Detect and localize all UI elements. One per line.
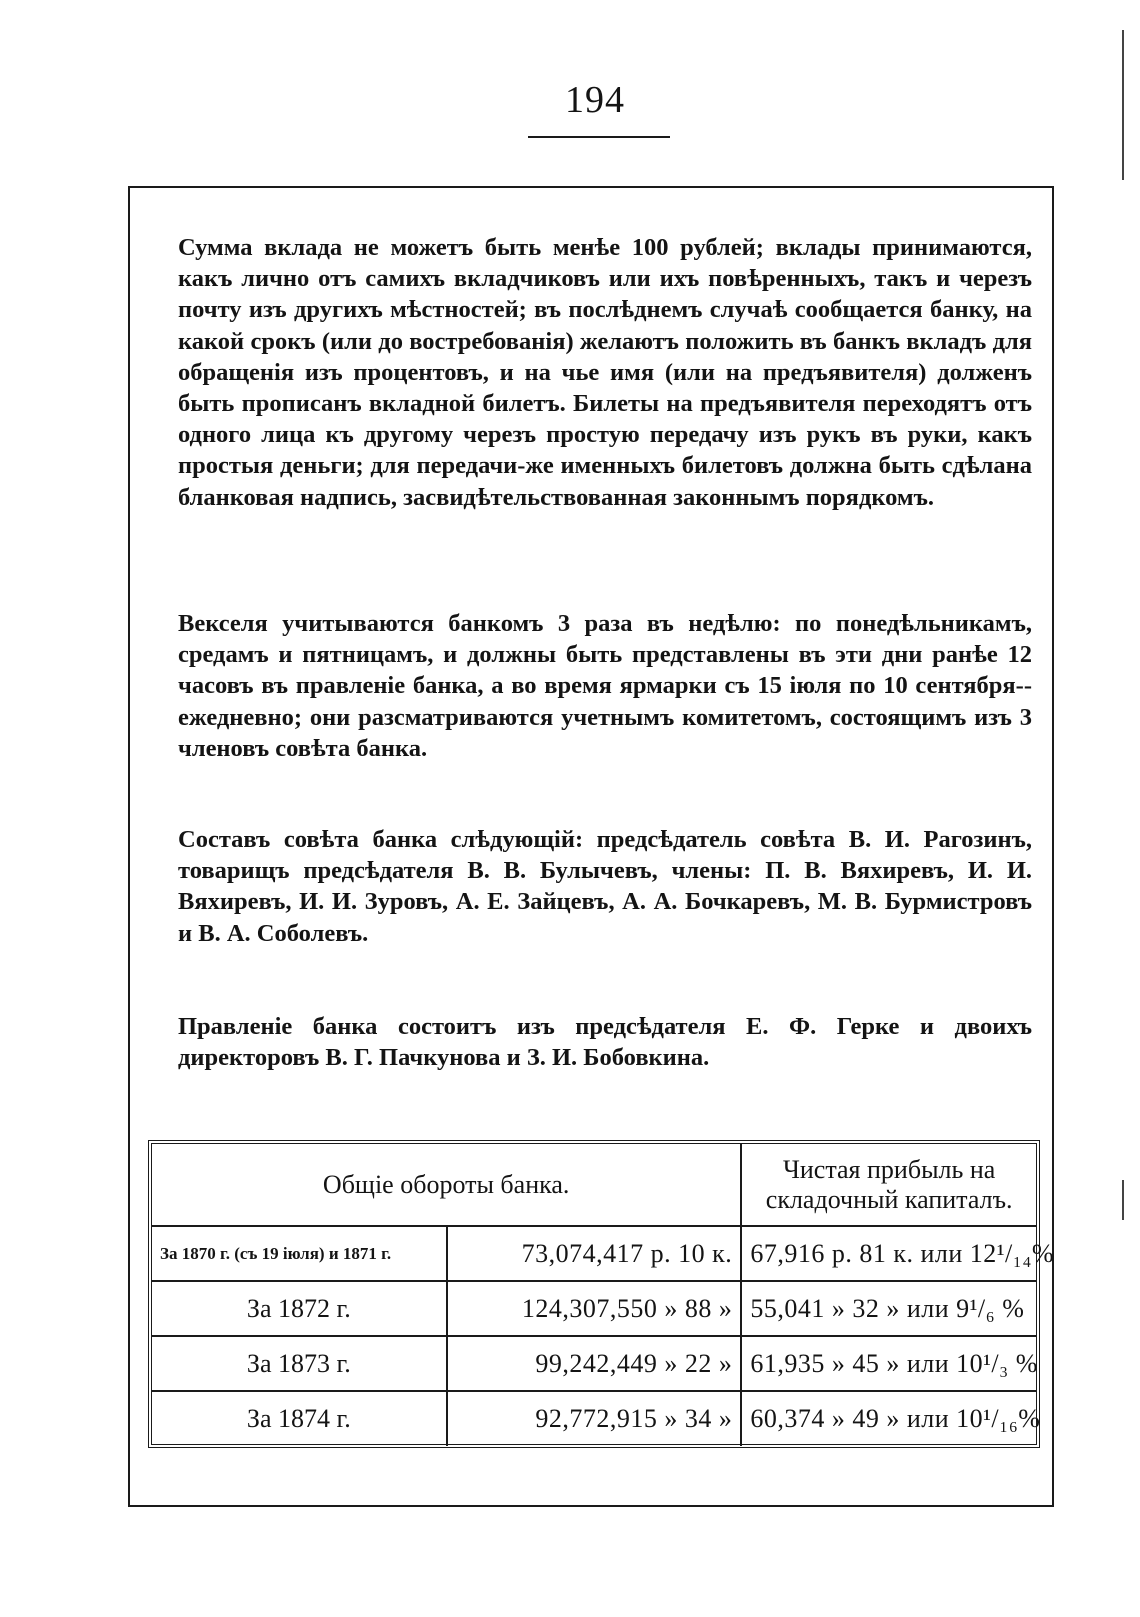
cell-turnover: 99,242,449 » 22 » (447, 1336, 742, 1391)
table-header-row (152, 1144, 1036, 1226)
cell-profit: 61,935 » 45 » или 10¹/₃ % (741, 1336, 1036, 1391)
statistics-table (152, 1144, 1055, 1446)
decorative-margin-line (1122, 1180, 1124, 1220)
paragraph-board: Правленіе банка состоитъ изъ предсѣдателя Е. Ф. Герке и двоихъ директоровъ В. Г. Пачкунова и З. И. Бобовкина. (178, 1013, 1032, 1072)
cell-turnover: 124,307,550 » 88 » (447, 1281, 742, 1336)
decorative-margin-line (1122, 30, 1124, 180)
paragraph-bills: Векселя учитываются банкомъ 3 раза въ недѣлю: по понедѣльникамъ, средамъ и пятницамъ, и должны быть представлены въ эти дни ранѣе 12 часовъ въ правленіе банка, а во время ярмарки съ 15 іюля по 10 сентября--ежедневно; они разсматриваются учетнымъ комитетомъ, состоящимъ изъ 3 членовъ совѣта банка. (178, 610, 1032, 762)
page-number: 194 (565, 79, 625, 121)
cell-turnover: 92,772,915 » 34 » (447, 1391, 742, 1446)
cell-profit: 55,041 » 32 » или 9¹/₆ % (741, 1281, 1036, 1336)
page-number-underline (528, 136, 670, 138)
table-row (152, 1281, 1036, 1336)
cell-profit: 60,374 » 49 » или 10¹/₁₆% (750, 1404, 1041, 1433)
cell-profit: 67,916 р. 81 к. или 12¹/₁₄% (741, 1226, 1036, 1281)
paragraph-deposits: Сумма вклада не можетъ быть менѣе 100 рублей; вклады принимаются, какъ лично отъ самихъ вкладчиковъ или ихъ повѣренныхъ, такъ и черезъ почту изъ другихъ мѣстностей; въ послѣднемъ случаѣ сообщается банку, на какой срокъ (или до востребованія) желаютъ положить въ банкъ вкладъ для обращенія изъ процентовъ, и на чье имя (или на предъявителя) долженъ быть прописанъ вкладной билетъ. Билеты на предъявителя переходятъ отъ одного лица къ другому черезъ простую передачу изъ рукъ въ руки, какъ простыя деньги; для передачи-же именныхъ билетовъ должна быть сдѣлана бланковая надпись, засвидѣтельствованная законнымъ порядкомъ. (178, 234, 1032, 511)
cell-period: За 1870 г. (съ 19 іюля) и 1871 г. (152, 1226, 447, 1281)
table-row (152, 1336, 1036, 1391)
header-turnover: Общіе обороты банка. (152, 1144, 741, 1226)
table-row (152, 1226, 1036, 1281)
cell-turnover: 73,074,417 р. 10 к. (447, 1226, 742, 1281)
cell-period: За 1873 г. (152, 1336, 447, 1391)
paragraph-council: Составъ совѣта банка слѣдующій: предсѣдатель совѣта В. И. Рагозинъ, товарищъ предсѣдателя В. В. Булычевъ, члены: П. В. Вяхиревъ, И. И. Вяхиревъ, И. И. Зуровъ, А. Е. Зайцевъ, А. А. Бочкаревъ, М. В. Бурмистровъ и В. А. Соболевъ. (178, 826, 1032, 947)
statistics-table-frame (148, 1140, 1055, 1448)
header-profit: Чистая прибыль на складочный капиталъ. (741, 1144, 1036, 1226)
table-row (152, 1391, 1036, 1446)
cell-period: За 1874 г. (152, 1391, 447, 1446)
cell-period: За 1872 г. (152, 1281, 447, 1336)
